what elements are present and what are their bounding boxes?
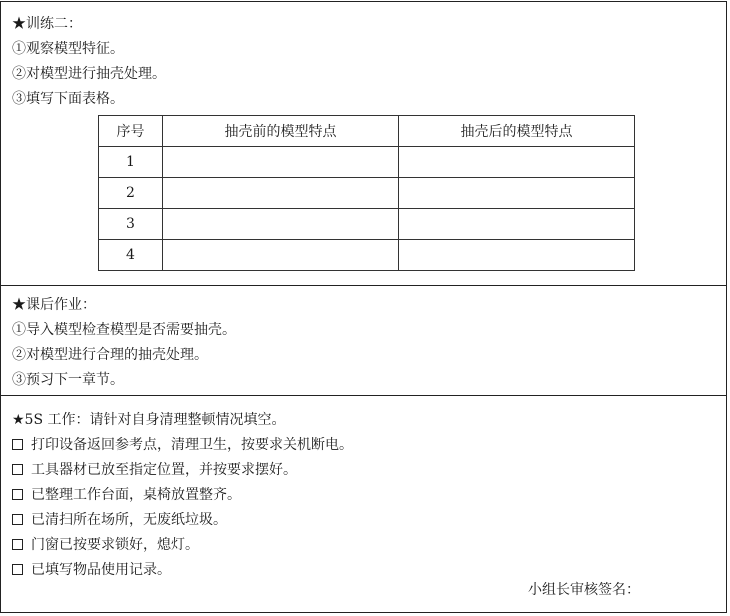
- training-step: ②对模型进行抽壳处理。: [12, 66, 166, 82]
- signature-label: 小组长审核签名：: [528, 582, 640, 598]
- table-row: [99, 209, 635, 240]
- 5s-check-item: [12, 535, 199, 555]
- header-index: 序号: [99, 116, 163, 147]
- table-header-row: [99, 116, 635, 147]
- model-feature-table: [98, 115, 635, 271]
- checkbox[interactable]: [12, 514, 23, 525]
- checkbox[interactable]: [12, 539, 23, 550]
- row-index: 2: [99, 178, 163, 209]
- 5s-check-item: [12, 435, 353, 455]
- checkbox[interactable]: [12, 439, 23, 450]
- checkbox[interactable]: [12, 464, 23, 475]
- cell-after-shell[interactable]: [399, 147, 635, 178]
- homework-item: ②对模型进行合理的抽壳处理。: [12, 347, 208, 363]
- row-index: 1: [99, 147, 163, 178]
- 5s-check-item: [12, 460, 297, 480]
- check-label: 已清扫所在场所，无废纸垃圾。: [31, 512, 227, 528]
- worksheet-frame: [0, 1, 727, 613]
- cell-after-shell[interactable]: [399, 178, 635, 209]
- homework-title: ★课后作业：: [12, 297, 96, 313]
- row-index: 3: [99, 209, 163, 240]
- check-label: 打印设备返回参考点，清理卫生，按要求关机断电。: [31, 437, 353, 453]
- homework-item: ①导入模型检查模型是否需要抽壳。: [12, 322, 236, 338]
- check-label: 已填写物品使用记录。: [31, 562, 171, 578]
- checkbox[interactable]: [12, 489, 23, 500]
- 5s-check-item: [12, 560, 171, 580]
- cell-before-shell[interactable]: [163, 209, 399, 240]
- 5s-check-item: [12, 510, 227, 530]
- check-label: 已整理工作台面，桌椅放置整齐。: [31, 487, 241, 503]
- check-label: 工具器材已放至指定位置，并按要求摆好。: [31, 462, 297, 478]
- 5s-check-item: [12, 485, 241, 505]
- cell-before-shell[interactable]: [163, 178, 399, 209]
- training-step: ①观察模型特征。: [12, 41, 124, 57]
- training-step: ③填写下面表格。: [12, 91, 124, 107]
- row-index: 4: [99, 240, 163, 271]
- table-row: [99, 240, 635, 271]
- homework-section: [1, 286, 726, 396]
- table-row: [99, 178, 635, 209]
- checkbox[interactable]: [12, 564, 23, 575]
- cell-before-shell[interactable]: [163, 147, 399, 178]
- 5s-section: [1, 396, 726, 612]
- cell-after-shell[interactable]: [399, 209, 635, 240]
- training-section: [1, 2, 726, 286]
- table-row: [99, 147, 635, 178]
- training-title: ★训练二：: [12, 16, 82, 32]
- 5s-title: ★5S 工作：请针对自身清理整顿情况填空。: [12, 412, 286, 428]
- header-after-shell: 抽壳后的模型特点: [399, 116, 635, 147]
- cell-after-shell[interactable]: [399, 240, 635, 271]
- cell-before-shell[interactable]: [163, 240, 399, 271]
- homework-item: ③预习下一章节。: [12, 372, 124, 388]
- header-before-shell: 抽壳前的模型特点: [163, 116, 399, 147]
- check-label: 门窗已按要求锁好，熄灯。: [31, 537, 199, 553]
